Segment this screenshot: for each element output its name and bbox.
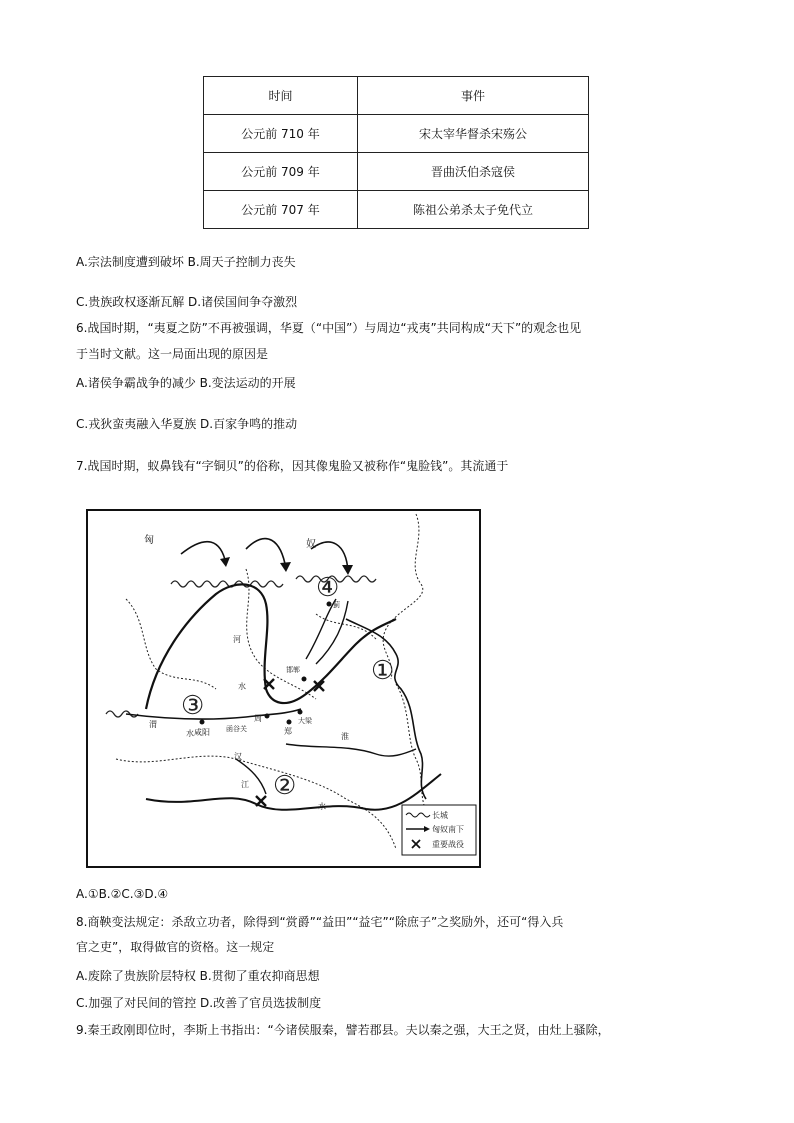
- table-row: [204, 153, 589, 191]
- q6-stem-line2: 于当时文献。这一局面出现的原因是: [76, 347, 269, 361]
- map-legend: [402, 805, 476, 855]
- q8-options-line1: A.废除了贵族阶层特权 B.贯彻了重农抑商思想: [76, 969, 320, 983]
- q8-stem-line2: 官之吏”，取得做官的资格。这一规定: [76, 940, 275, 954]
- table-cell-time: 公元前 709 年: [204, 153, 358, 191]
- table-cell-event: 宋太宰华督杀宋殇公: [358, 115, 589, 153]
- table-cell-time: 公元前 710 年: [204, 115, 358, 153]
- city-dot-zhou: [265, 714, 270, 719]
- label-ji: 蓟: [333, 601, 340, 609]
- city-dot-handan: [302, 677, 307, 682]
- label-river-shui: 水: [238, 682, 246, 691]
- q6-options-line2: C.戎狄蛮夷融入华夏族 D.百家争鸣的推动: [76, 417, 298, 431]
- events-table: [203, 76, 589, 229]
- label-han: 汉: [234, 752, 242, 761]
- label-zhou: 周: [254, 714, 262, 723]
- region-label-1: ①: [371, 656, 395, 686]
- table-cell-event: 晋曲沃伯杀寇侯: [358, 153, 589, 191]
- table-header-time: 时间: [204, 77, 358, 115]
- q8-stem-line1: 8.商鞅变法规定：杀敌立功者，除得到“赏爵”“益田”“益宅”“除庶子”之奖励外，还可“得入兵: [76, 915, 564, 929]
- q6-stem-line1: 6.战国时期，“夷夏之防”不再被强调，华夏（“中国”）与周边“戎夷”共同构成“天下”的观念也见: [76, 321, 582, 335]
- label-hangu: 函谷关: [226, 725, 247, 733]
- label-wei: 渭: [149, 720, 157, 729]
- table-row: [204, 115, 589, 153]
- q6-options-line1: A.诸侯争霸战争的减少 B.变法运动的开展: [76, 376, 296, 390]
- q5-options-line1: A.宗法制度遭到破坏 B.周天子控制力丧失: [76, 255, 296, 269]
- region-label-4: ④: [316, 573, 340, 603]
- legend-great-wall: 长城: [432, 811, 448, 820]
- label-xianyang: 咸阳: [194, 728, 210, 737]
- region-label-3: ③: [181, 691, 205, 721]
- q7-options: A.①B.②C.③D.④: [76, 887, 169, 901]
- label-wei-shui: 水: [186, 729, 194, 738]
- legend-battle: 重要战役: [432, 840, 464, 849]
- label-handan: 邯郸: [286, 666, 300, 674]
- q8-options-line2: C.加强了对民间的管控 D.改善了官员选拔制度: [76, 996, 322, 1010]
- table-row: [204, 191, 589, 229]
- label-daliang: 大梁: [298, 717, 312, 725]
- city-dot-zheng: [287, 720, 292, 725]
- label-zheng: 郑: [284, 727, 292, 736]
- label-jiang-shui: 水: [318, 802, 326, 811]
- label-xiongnu-right: 奴: [306, 539, 316, 550]
- label-huai: 淮: [341, 732, 349, 741]
- warring-states-map: [86, 509, 481, 868]
- table-cell-event: 陈祖公弟杀太子免代立: [358, 191, 589, 229]
- region-label-2: ②: [273, 771, 297, 801]
- table-cell-time: 公元前 707 年: [204, 191, 358, 229]
- label-river-he: 河: [233, 635, 241, 644]
- label-xiongnu-left: 匈: [144, 535, 154, 546]
- q7-stem: 7.战国时期，蚁鼻钱有“字铜贝”的俗称，因其像鬼脸又被称作“鬼脸钱”。其流通于: [76, 459, 509, 473]
- legend-xiongnu-south: 匈奴南下: [432, 825, 464, 834]
- q5-options-line2: C.贵族政权逐渐瓦解 D.诸侯国间争夺激烈: [76, 295, 298, 309]
- q9-stem-line1: 9.秦王政刚即位时，李斯上书指出：“今诸侯服秦，譬若郡县。夫以秦之强，大王之贤，由灶上骚除，: [76, 1023, 610, 1037]
- table-header-event: 事件: [358, 77, 589, 115]
- table-header-row: [204, 77, 589, 115]
- label-jiang: 江: [241, 780, 249, 789]
- city-dot-daliang: [298, 710, 303, 715]
